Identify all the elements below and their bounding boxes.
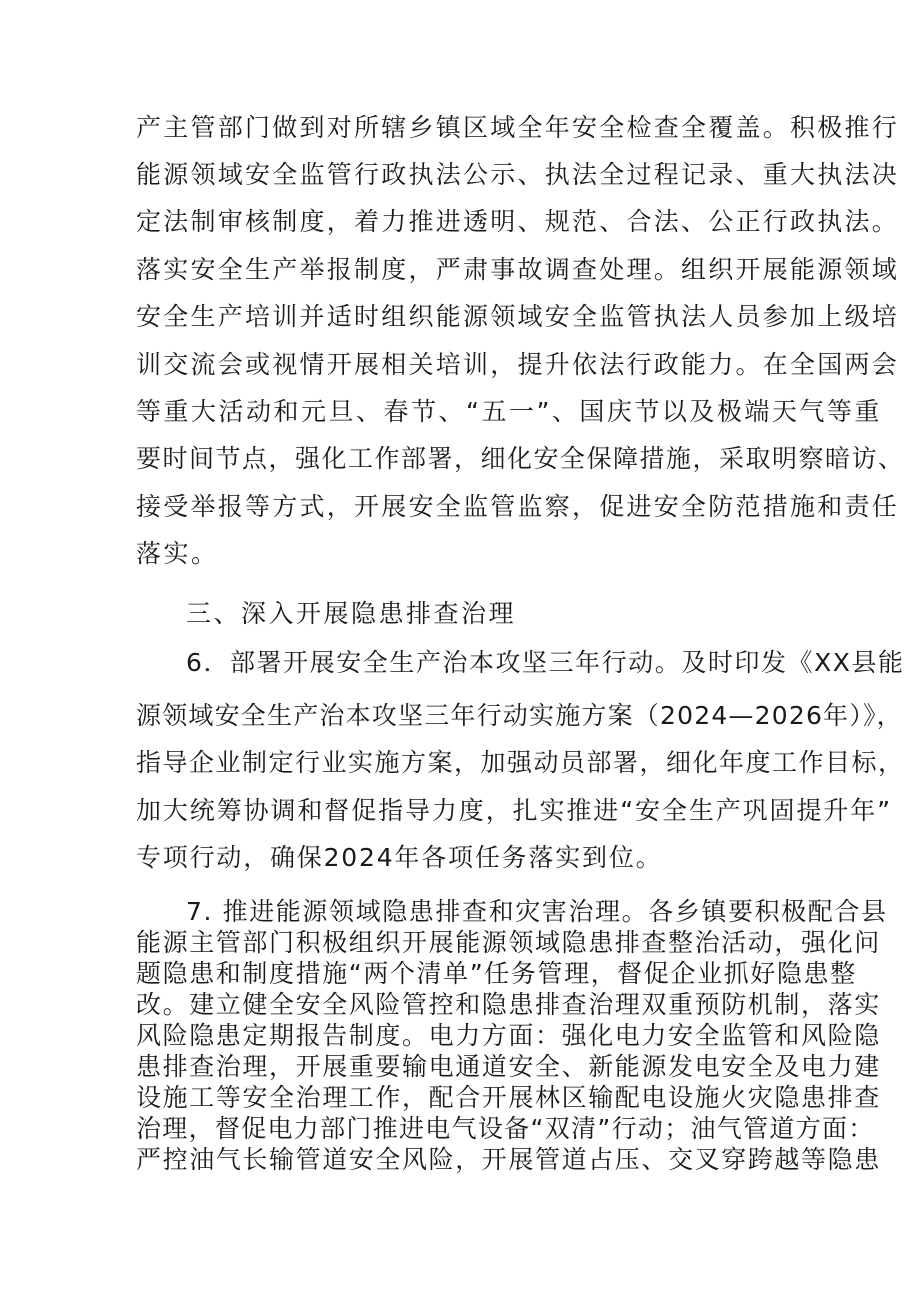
text-line: 患排查治理，开展重要输电通道安全、新能源发电安全及电力建 <box>136 1052 881 1081</box>
text-line: 专项行动，确保2024年各项任务落实到位。 <box>136 843 663 872</box>
text-line: 落实。 <box>136 539 219 568</box>
text-line: 等重大活动和元旦、春节、“五一”、国庆节以及极端天气等重 <box>136 397 882 426</box>
text-line: 改。建立健全安全风险管控和隐患排查治理双重预防机制，落实 <box>136 990 881 1019</box>
text-line: 指导企业制定行业实施方案，加强动员部署，细化年度工作目标， <box>136 748 905 777</box>
text-line: 能源主管部门积极组织开展能源领域隐患排查整治活动，强化问 <box>136 928 881 957</box>
text-line: 7. 推进能源领域隐患排查和灾害治理。各乡镇要积极配合县 <box>186 897 888 926</box>
text-line: 治理，督促电力部门推进电气设备“双清”行动；油气管道方面： <box>136 1114 875 1143</box>
text-line: 训交流会或视情开展相关培训，提升依法行政能力。在全国两会 <box>136 350 900 379</box>
text-line: 严控油气长输管道安全风险，开展管道占压、交叉穿跨越等隐患 <box>136 1145 881 1174</box>
text-line: 源领域安全生产治本攻坚三年行动实施方案（2024—2026年）》， <box>136 701 903 730</box>
text-line: 题隐患和制度措施“两个清单”任务管理，督促企业抓好隐患整 <box>136 959 857 988</box>
text-line: 安全生产培训并适时组织能源领域安全监管执法人员参加上级培 <box>136 302 900 331</box>
text-line: 接受举报等方式，开展安全监管监察，促进安全防范措施和责任 <box>136 492 900 521</box>
section-heading: 三、深入开展隐患排查治理 <box>186 599 517 628</box>
text-line: 产主管部门做到对所辖乡镇区域全年安全检查全覆盖。积极推行 <box>136 113 900 142</box>
text-line: 设施工等安全治理工作，配合开展林区输配电设施火灾隐患排查 <box>136 1083 881 1112</box>
text-line: 6．部署开展安全生产治本攻坚三年行动。及时印发《XX县能 <box>186 648 905 677</box>
text-line: 落实安全生产举报制度，严肃事故调查处理。组织开展能源领域 <box>136 255 900 284</box>
text-line: 风险隐患定期报告制度。电力方面：强化电力安全监管和风险隐 <box>136 1021 881 1050</box>
text-line: 能源领域安全监管行政执法公示、执法全过程记录、重大执法决 <box>136 160 900 189</box>
text-line: 定法制审核制度，着力推进透明、规范、合法、公正行政执法。 <box>136 207 900 236</box>
text-line: 要时间节点，强化工作部署，细化安全保障措施，采取明察暗访、 <box>136 444 905 473</box>
text-line: 加大统筹协调和督促指导力度，扎实推进“安全生产巩固提升年” <box>136 796 893 825</box>
